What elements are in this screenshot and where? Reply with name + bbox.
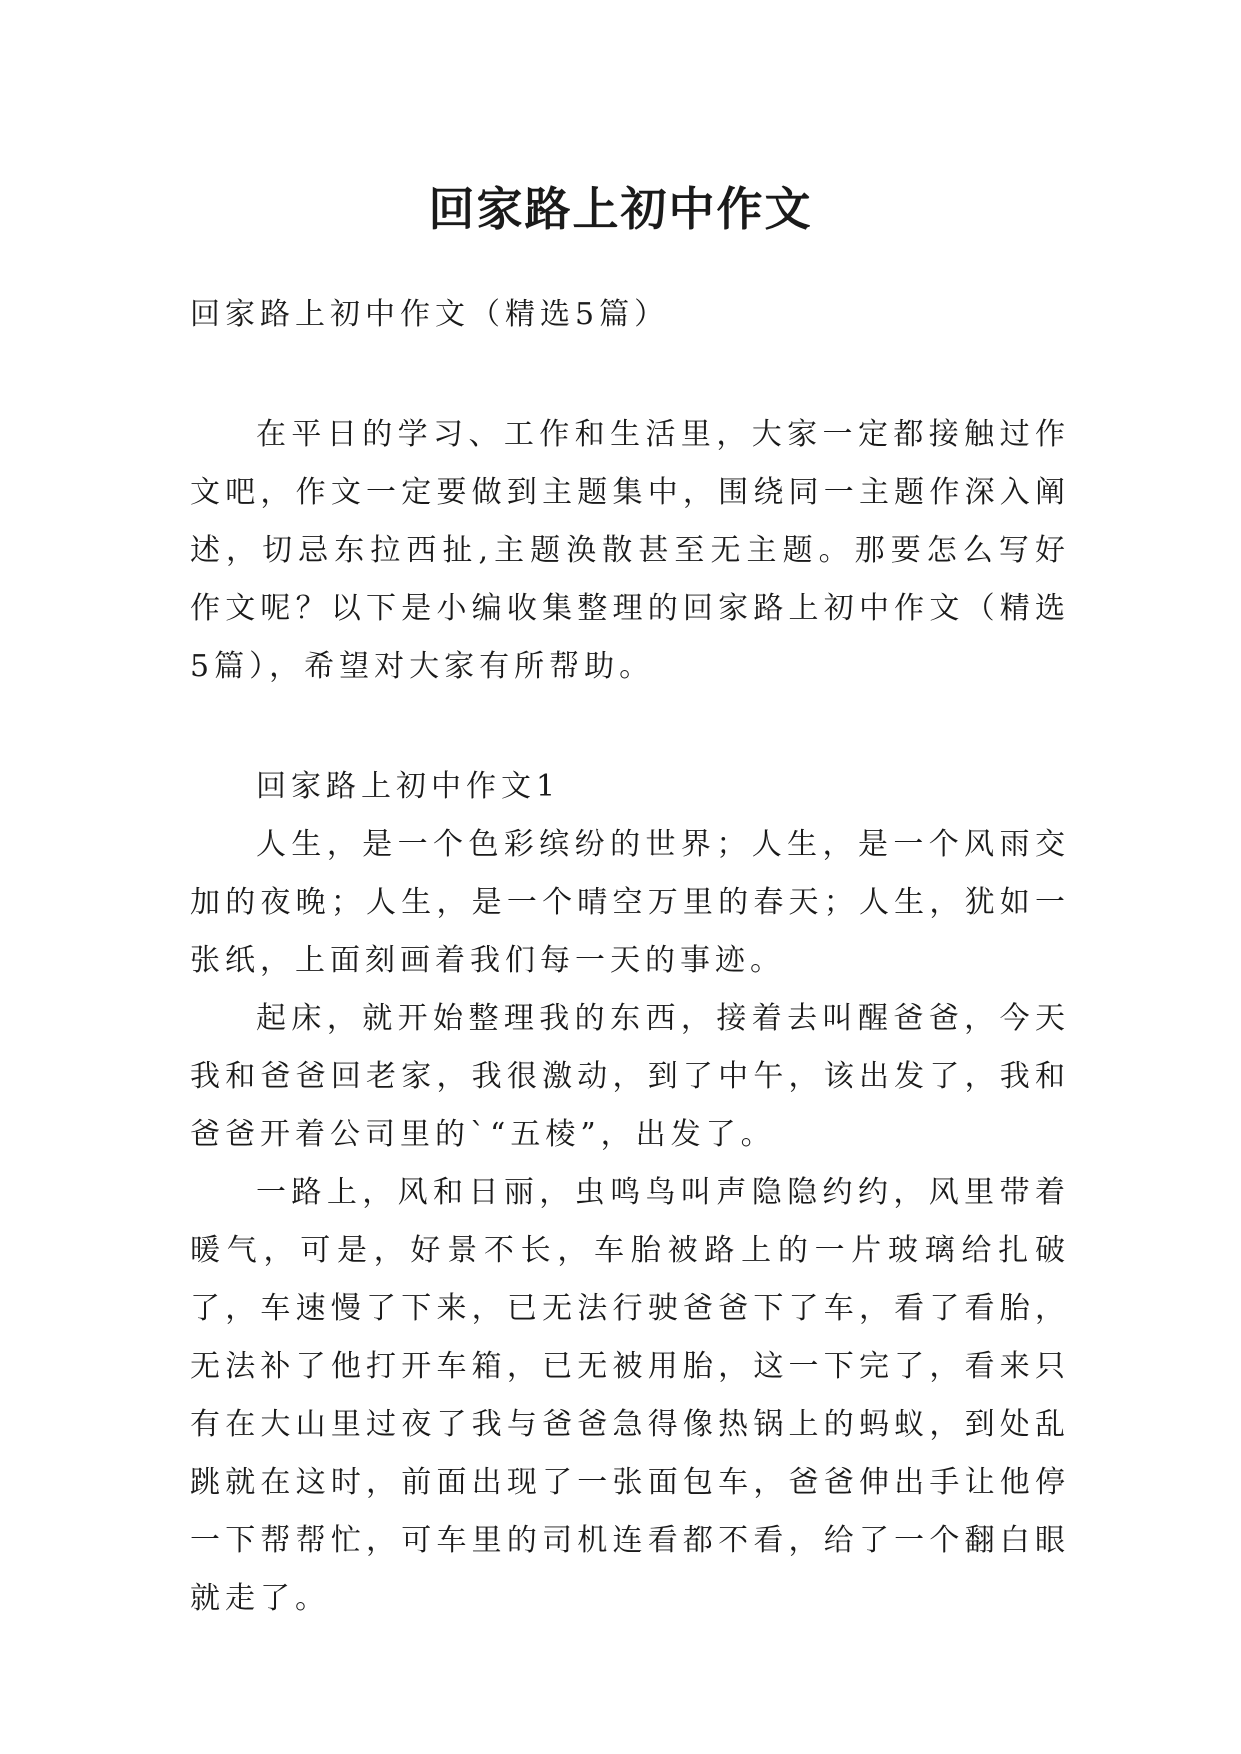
intro-paragraph: 在平日的学习、工作和生活里，大家一定都接触过作文吧，作文一定要做到主题集中，围绕同一主题作深入阐述，切忌东拉西扯,主题涣散甚至无主题。那要怎么写好作文呢？以下是小编收集整理的回家路上初中作文（精选5篇），希望对大家有所帮助。 bbox=[190, 417, 1070, 684]
document-subtitle: 回家路上初中作文（精选5篇） bbox=[190, 297, 670, 332]
document-title: 回家路上初中作文 bbox=[428, 181, 813, 236]
body-paragraph-1: 人生，是一个色彩缤纷的世界；人生，是一个风雨交加的夜晚；人生，是一个晴空万里的春天；人生，犹如一张纸，上面刻画着我们每一天的事迹。 bbox=[190, 827, 1070, 978]
section-heading: 回家路上初中作文1 bbox=[256, 769, 561, 804]
body-paragraph-3: 一路上，风和日丽，虫鸣鸟叫声隐隐约约，风里带着暖气，可是，好景不长，车胎被路上的一片玻璃给扎破了，车速慢了下来，已无法行驶爸爸下了车，看了看胎，无法补了他打开车箱，已无被用胎，这一下完了，看来只有在大山里过夜了我与爸爸急得像热锅上的蚂蚁，到处乱跳就在这时，前面出现了一张面包车，爸爸伸出手让他停一下帮帮忙，可车里的司机连看都不看，给了一个翻白眼就走了。 bbox=[190, 1175, 1070, 1616]
body-paragraph-2: 起床，就开始整理我的东西，接着去叫醒爸爸，今天我和爸爸回老家，我很激动，到了中午，该出发了，我和爸爸开着公司里的`“五棱”，出发了。 bbox=[190, 1001, 1070, 1152]
